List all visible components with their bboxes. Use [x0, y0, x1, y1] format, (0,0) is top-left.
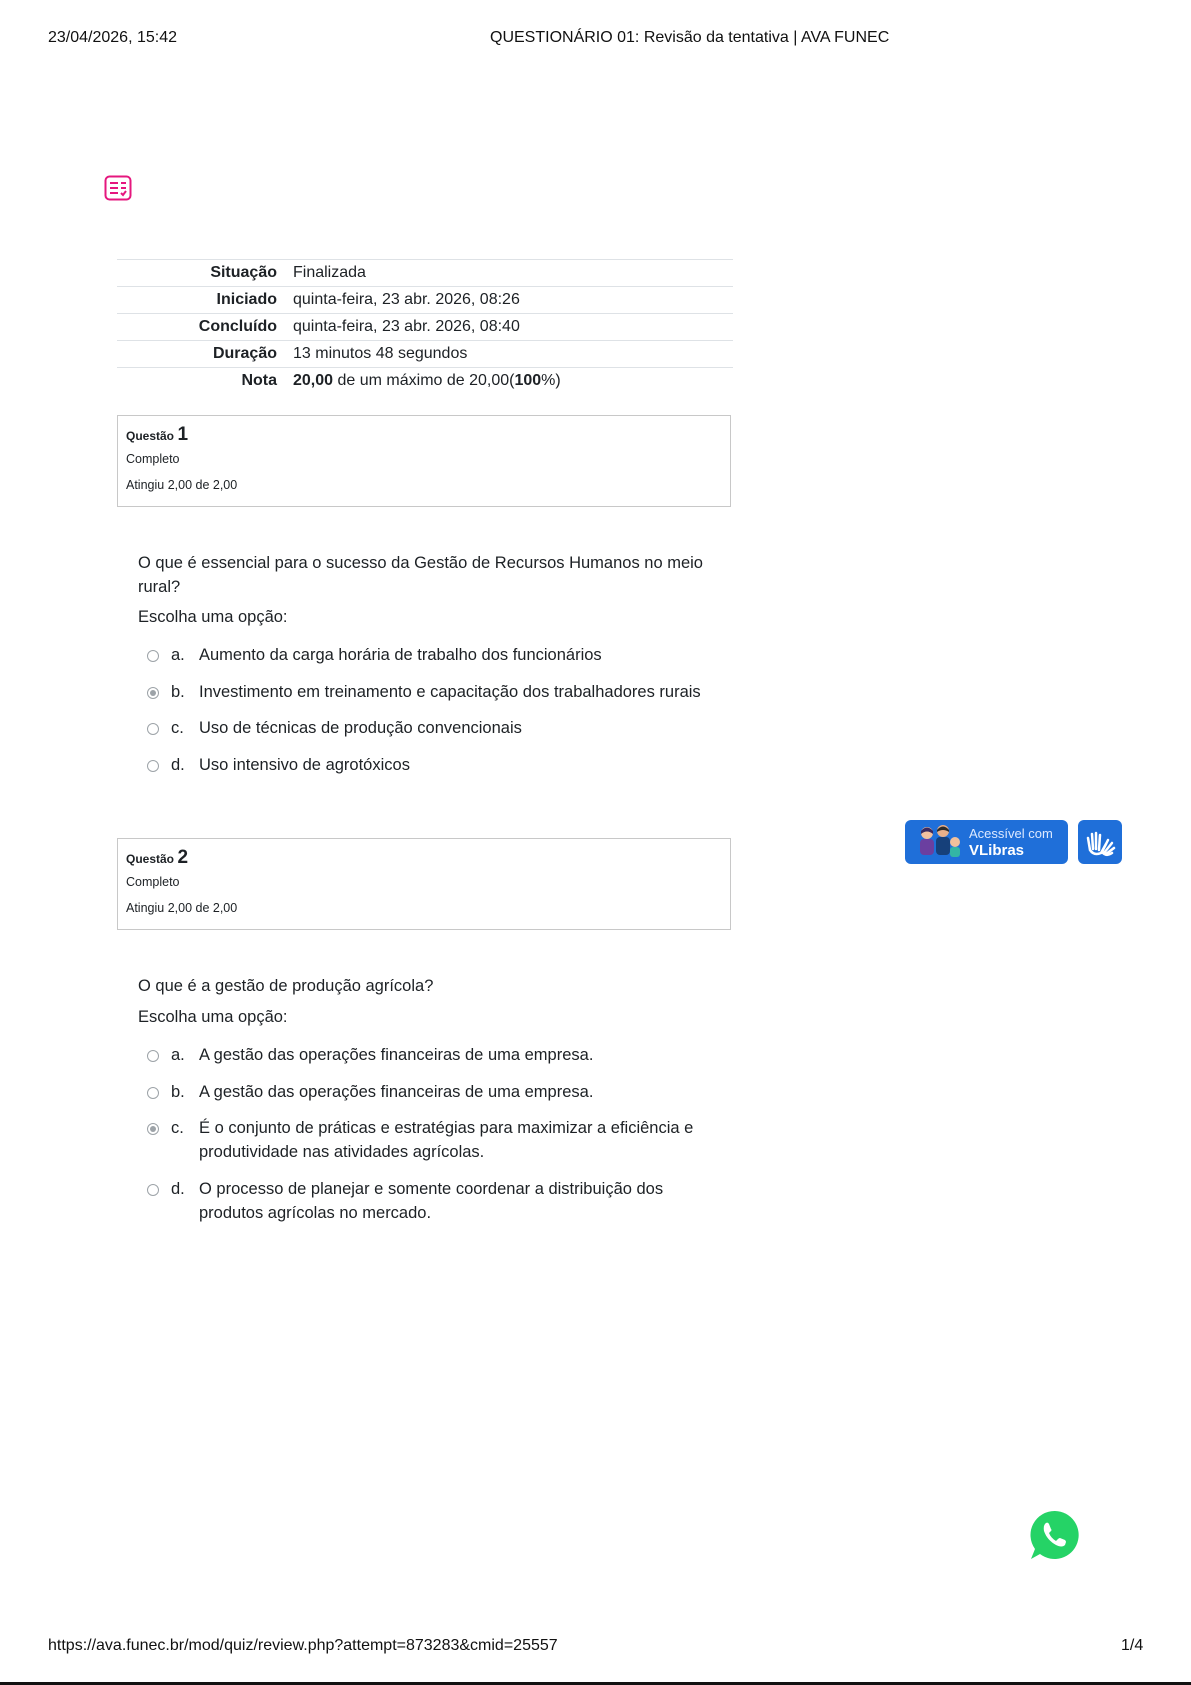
q1-option-b[interactable]: [147, 680, 717, 704]
radio-button[interactable]: [147, 1050, 159, 1062]
print-title: QUESTIONÁRIO 01: Revisão da tentativa | AVA FUNEC: [490, 29, 890, 46]
question-grade: Atingiu 2,00 de 2,00: [126, 478, 238, 492]
summary-label: Iniciado: [216, 291, 277, 308]
whatsapp-icon: [1027, 1507, 1083, 1563]
summary-value: Finalizada: [293, 264, 366, 281]
q2-option-b[interactable]: [147, 1080, 717, 1104]
radio-button[interactable]: [147, 760, 159, 772]
option-letter: b.: [171, 683, 185, 701]
option-letter: b.: [171, 1083, 185, 1101]
option-letter: c.: [171, 1119, 184, 1137]
vlibras-people-icon: [913, 824, 965, 862]
option-text: Uso intensivo de agrotóxicos: [199, 756, 410, 774]
grade-max: de um máximo de 20,00(: [333, 372, 515, 390]
summary-row-duracao: [117, 341, 733, 368]
summary-value: quinta-feira, 23 abr. 2026, 08:40: [293, 318, 520, 335]
summary-value: [293, 368, 733, 395]
question-number: 2: [177, 847, 189, 868]
question-2-prompt: Escolha uma opção:: [138, 1008, 288, 1026]
q2-option-d[interactable]: [147, 1177, 717, 1225]
question-label: Questão: [126, 429, 175, 443]
radio-button[interactable]: [147, 1087, 159, 1099]
summary-label: Nota: [241, 372, 277, 390]
summary-label: Concluído: [198, 318, 277, 335]
question-state: Completo: [126, 875, 180, 889]
print-page-number: 1/4: [1121, 1637, 1144, 1654]
option-text: Investimento em treinamento e capacitação dos trabalhadores rurais: [199, 683, 701, 701]
print-url: https://ava.funec.br/mod/quiz/review.php?attempt=873283&cmid=25557: [48, 1637, 558, 1654]
question-1-prompt: Escolha uma opção:: [138, 608, 288, 626]
option-text: O processo de planejar e somente coordenar a distribuição dos produtos agrícolas no mercado.: [199, 1180, 664, 1222]
grade-percent: 100: [514, 372, 542, 390]
radio-button[interactable]: [147, 723, 159, 735]
question-grade: Atingiu 2,00 de 2,00: [126, 901, 238, 915]
vlibras-button[interactable]: [905, 820, 1068, 864]
radio-button-selected[interactable]: [147, 687, 159, 699]
option-letter: d.: [171, 756, 185, 774]
summary-value: quinta-feira, 23 abr. 2026, 08:26: [293, 291, 520, 308]
radio-button[interactable]: [147, 650, 159, 662]
option-letter: a.: [171, 1046, 185, 1064]
option-letter: a.: [171, 646, 185, 664]
sign-language-button[interactable]: [1078, 820, 1122, 864]
q1-option-a[interactable]: [147, 643, 717, 667]
question-number: 1: [177, 424, 189, 445]
summary-row-concluido: [117, 314, 733, 341]
q1-option-c[interactable]: [147, 716, 717, 740]
quiz-list-icon: [104, 174, 132, 202]
question-2-text: O que é a gestão de produção agrícola?: [138, 977, 434, 995]
option-letter: d.: [171, 1180, 185, 1198]
summary-row-nota: [117, 368, 733, 395]
q2-option-a[interactable]: [147, 1043, 717, 1067]
radio-button[interactable]: [147, 1184, 159, 1196]
question-1-info: [117, 415, 731, 507]
summary-value: 13 minutos 48 segundos: [293, 345, 468, 362]
option-text: A gestão das operações financeiras de uma empresa.: [199, 1083, 594, 1101]
option-text: A gestão das operações financeiras de uma empresa.: [199, 1046, 594, 1064]
grade-percent-suffix: %): [541, 372, 561, 390]
attempt-summary-table: [117, 259, 733, 395]
vlibras-brand: VLibras: [969, 842, 1025, 859]
q2-option-c[interactable]: [147, 1116, 717, 1164]
option-text: Aumento da carga horária de trabalho dos funcionários: [199, 646, 602, 664]
whatsapp-button[interactable]: [1027, 1507, 1083, 1563]
question-state: Completo: [126, 452, 180, 466]
question-label: Questão: [126, 852, 175, 866]
question-1-text: O que é essencial para o sucesso da Gestão de Recursos Humanos no meio rural?: [138, 554, 703, 596]
summary-label: Duração: [212, 345, 277, 362]
question-2-info: [117, 838, 731, 930]
option-text: Uso de técnicas de produção convencionais: [199, 719, 522, 737]
summary-label: Situação: [210, 264, 277, 281]
option-letter: c.: [171, 719, 184, 737]
vlibras-caption: Acessível com: [969, 826, 1053, 841]
q1-option-d[interactable]: [147, 753, 717, 777]
grade-score: 20,00: [293, 372, 334, 390]
summary-row-iniciado: [117, 287, 733, 314]
print-datetime: 23/04/2026, 15:42: [48, 29, 178, 46]
radio-button-selected[interactable]: [147, 1123, 159, 1135]
sign-language-hands-icon: [1078, 820, 1122, 864]
option-text: É o conjunto de práticas e estratégias para maximizar a eficiência e produtividade nas atividades agrícolas.: [199, 1119, 694, 1161]
summary-row-situacao: [117, 260, 733, 287]
